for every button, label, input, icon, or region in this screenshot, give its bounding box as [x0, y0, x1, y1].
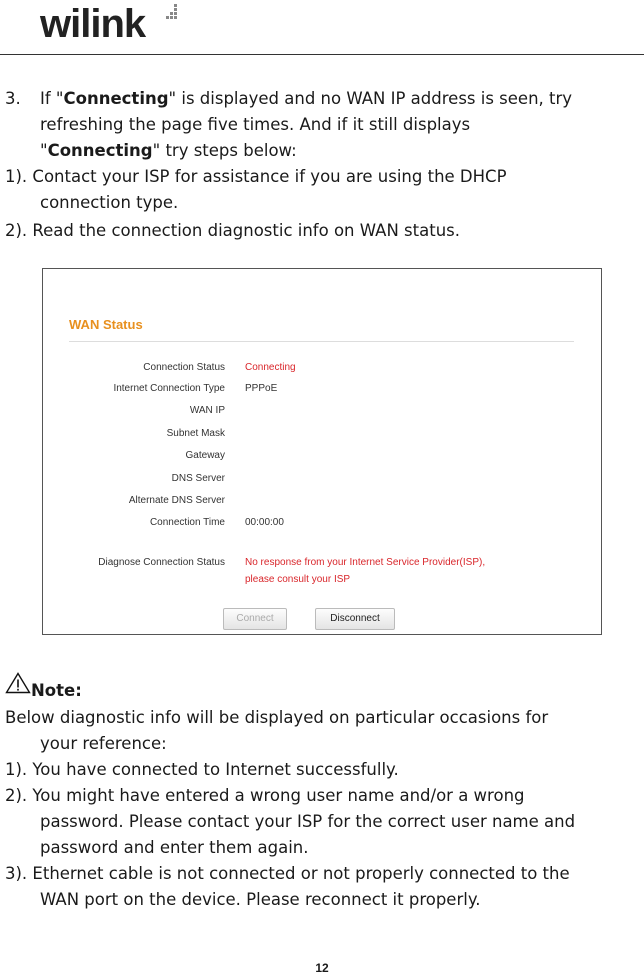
gateway-label: Gateway — [185, 450, 225, 461]
note-heading: Note: — [31, 681, 82, 700]
wan-status-screenshot — [42, 268, 602, 635]
wan-status-title: WAN Status — [69, 317, 143, 332]
connection-status-value: Connecting — [245, 362, 296, 373]
alternate-dns-label: Alternate DNS Server — [128, 495, 225, 506]
diagnose-status-line2: please consult your ISP — [245, 574, 351, 585]
note-line: 1). You have connected to Internet successfully. — [5, 760, 399, 779]
connection-status-label: Connection Status — [143, 362, 225, 373]
diagnose-status-line1: No response from your Internet Service Provider(ISP), — [245, 557, 486, 568]
logo-text: wilink — [40, 2, 146, 46]
connection-time-label: Connection Time — [149, 517, 225, 528]
step3-line2: refreshing the page five times. And if it still displays — [40, 115, 471, 134]
dns-server-label: DNS Server — [171, 473, 225, 484]
step3-number: 3. — [5, 89, 21, 108]
connect-button[interactable]: Connect — [223, 608, 287, 630]
page-number: 12 — [315, 961, 329, 975]
note-line: 2). You might have entered a wrong user name and/or a wrong — [5, 786, 525, 805]
connecting-emphasis: Connecting — [63, 89, 169, 108]
warning-icon — [5, 672, 31, 694]
text-run: If " — [40, 89, 64, 108]
diagnose-status-label: Diagnose Connection Status — [98, 557, 225, 568]
subnet-mask-label: Subnet Mask — [166, 428, 225, 439]
text-run: " is displayed and no WAN IP address is seen, try — [168, 89, 573, 108]
note-line: password and enter them again. — [40, 838, 309, 857]
connection-type-value: PPPoE — [245, 383, 278, 394]
step3-line3 — [40, 138, 297, 164]
note-line: Below diagnostic info will be displayed on particular occasions for — [5, 708, 549, 727]
note-line: 3). Ethernet cable is not connected or not properly connected to the — [5, 864, 570, 883]
connection-time-value: 00:00:00 — [245, 517, 284, 528]
wan-ip-label: WAN IP — [189, 405, 225, 416]
connection-type-label: Internet Connection Type — [113, 383, 225, 394]
substep-2: 2). Read the connection diagnostic info on WAN status. — [5, 221, 460, 240]
wilink-logo — [40, 2, 145, 46]
note-line: WAN port on the device. Please reconnect it properly. — [40, 890, 481, 909]
substep-1-cont: connection type. — [40, 193, 179, 212]
substep-1: 1). Contact your ISP for assistance if you are using the DHCP — [5, 167, 507, 186]
wan-status-divider — [69, 341, 574, 342]
note-line: password. Please contact your ISP for the correct user name and — [40, 812, 576, 831]
text-run: " try steps below: — [152, 141, 297, 160]
logo-signal-dots-icon — [156, 2, 180, 22]
header-divider — [0, 54, 644, 55]
note-line: your reference: — [40, 734, 167, 753]
step3-line1 — [40, 86, 572, 112]
disconnect-button[interactable]: Disconnect — [315, 608, 395, 630]
text-run: " — [40, 141, 48, 160]
connecting-emphasis: Connecting — [47, 141, 153, 160]
